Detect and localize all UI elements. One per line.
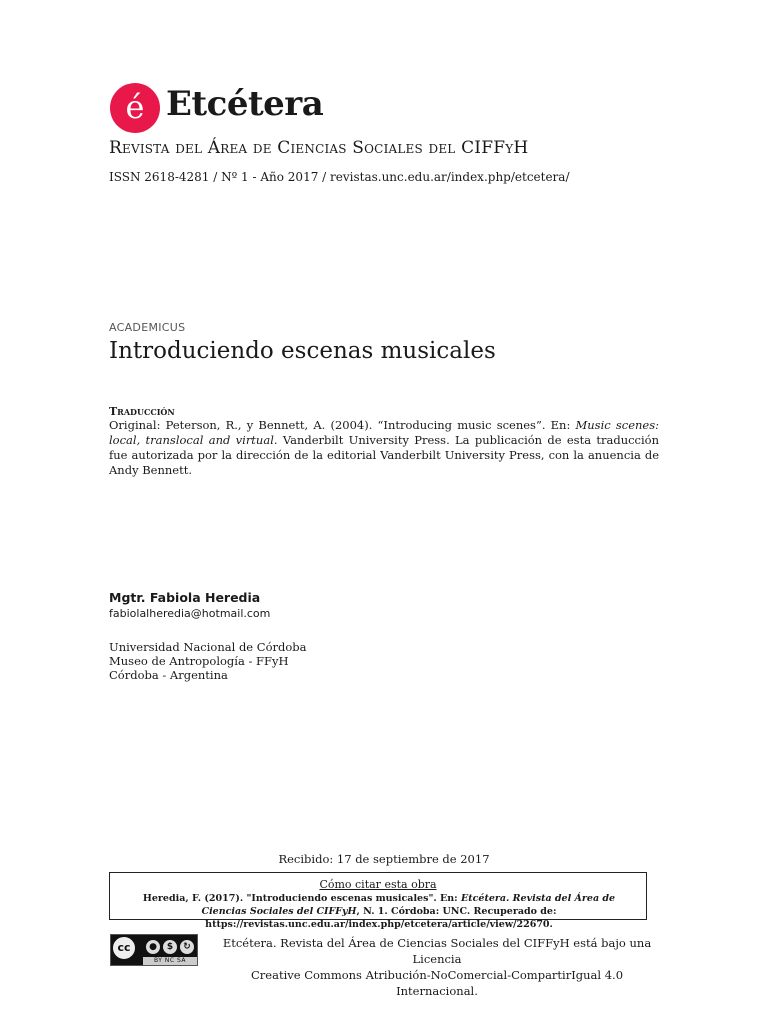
translation-text-start: Original: Peterson, R., y Bennett, A. (2004). “Introducing music scenes”. En:: [109, 418, 576, 432]
author-affiliation: [109, 640, 307, 682]
received-date: Recibido: 17 de septiembre de 2017: [278, 852, 490, 866]
citation-box: [109, 872, 647, 930]
citation-text-start: Heredia, F. (2017). "Introduciendo escenas musicales". En:: [142, 893, 461, 904]
license-text: [212, 935, 662, 999]
section-label: ACADEMICUS: [109, 321, 186, 334]
affiliation-line: Museo de Antropología - FFyH: [109, 654, 289, 668]
issn-line: ISSN 2618-4281 / Nº 1 - Año 2017 / revistas.unc.edu.ar/index.php/etcetera/: [109, 170, 570, 184]
translation-note: [109, 418, 659, 478]
cc-icon: cc: [111, 935, 137, 961]
nc-icon: $: [161, 938, 179, 956]
cc-badge-labels: [143, 957, 197, 965]
license-line: Creative Commons Atribución-NoComercial-CompartirIgual 4.0 Internacional.: [250, 968, 624, 998]
author-name: Mgtr. Fabiola Heredia: [109, 590, 261, 605]
badge-label-sa: SA: [176, 957, 186, 964]
translation-label: Traducción: [109, 405, 175, 418]
journal-name: Revista del Área de Ciencias Sociales del CIFFyH: [109, 138, 529, 158]
cc-license-badge[interactable]: [110, 934, 198, 966]
translation-text-end: . Vanderbilt University Press. La publicación de esta traducción fue autorizada por la dirección de la editorial Vanderbilt University Press, con la anuencia de Andy Bennett.: [109, 433, 659, 477]
affiliation-line: Universidad Nacional de Córdoba: [109, 640, 307, 654]
author-email[interactable]: fabiolalheredia@hotmail.com: [109, 607, 271, 620]
license-line: Etcétera. Revista del Área de Ciencias Sociales del CIFFyH está bajo una Licencia: [222, 936, 652, 966]
by-icon: ●: [144, 938, 162, 956]
translation-book-title: Music scenes: local, translocal and virtual: [109, 418, 659, 447]
citation-text: [120, 892, 638, 931]
logo-mark: é: [110, 83, 160, 133]
citation-journal: Etcétera. Revista del Área de Ciencias Sociales del CIFFyH: [201, 893, 616, 917]
badge-label-by: BY: [153, 957, 163, 964]
citation-heading: Cómo citar esta obra: [319, 878, 437, 891]
citation-text-end[interactable]: , N. 1. Córdoba: UNC. Recuperado de: https://revistas.unc.edu.ar/index.php/etcetera/article/view/22670.: [205, 906, 557, 930]
article-title: Introduciendo escenas musicales: [109, 338, 496, 364]
sa-icon: ↻: [178, 938, 196, 956]
logo-name: Etcétera: [166, 84, 324, 124]
badge-label-nc: NC: [164, 957, 175, 964]
affiliation-line: Córdoba - Argentina: [109, 668, 228, 682]
